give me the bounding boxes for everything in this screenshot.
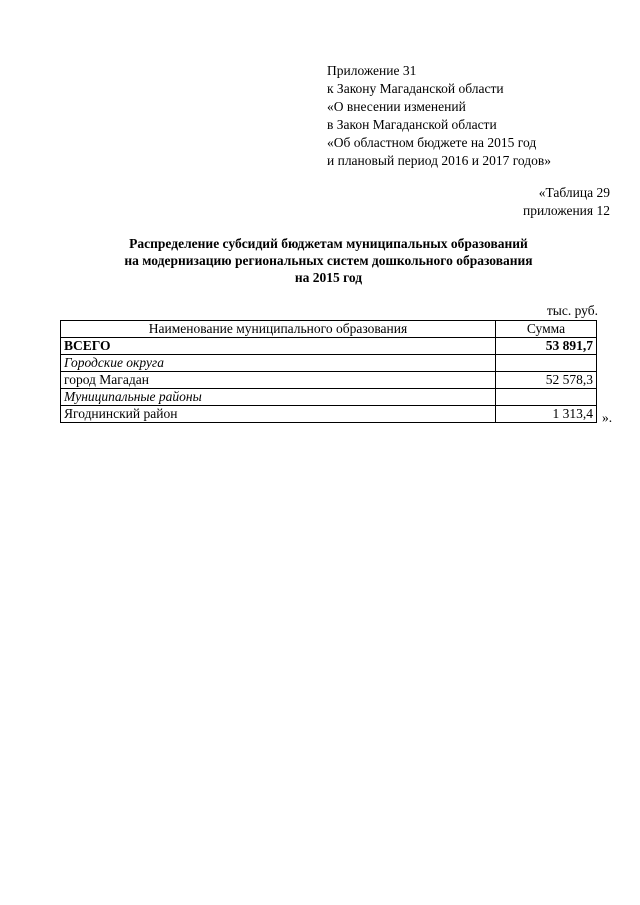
units-label: тыс. руб. xyxy=(546,303,598,318)
table-row xyxy=(61,406,597,423)
column-header-name: Наименование муниципального образования xyxy=(61,321,496,338)
title-line: на 2015 год xyxy=(294,270,363,285)
row-sum xyxy=(496,389,597,406)
table-row-group xyxy=(61,355,597,372)
row-sum xyxy=(496,355,597,372)
subsidy-table xyxy=(60,320,597,423)
appendix-line: Приложение 31 xyxy=(327,63,417,78)
closing-quote: ». xyxy=(602,410,613,425)
title-line: Распределение субсидий бюджетам муниципальных образований xyxy=(129,236,528,251)
table-row-total xyxy=(61,338,597,355)
row-name: город Магадан xyxy=(61,372,496,389)
table-row-group xyxy=(61,389,597,406)
appendix-line: к Закону Магаданской области xyxy=(327,81,504,96)
document-title xyxy=(60,235,597,286)
appendix-line: «О внесении изменений xyxy=(327,99,466,114)
title-line: на модернизацию региональных систем дошкольного образования xyxy=(124,253,533,268)
table-reference-line: приложения 12 xyxy=(522,203,610,218)
row-name: Ягоднинский район xyxy=(61,406,496,423)
table-reference-line: «Таблица 29 xyxy=(538,185,610,200)
row-sum: 1 313,4 xyxy=(496,406,597,423)
row-sum: 52 578,3 xyxy=(496,372,597,389)
appendix-line: в Закон Магаданской области xyxy=(327,117,497,132)
table-header-row xyxy=(61,321,597,338)
table-row xyxy=(61,372,597,389)
row-sum: 53 891,7 xyxy=(496,338,597,355)
table-reference xyxy=(523,184,610,220)
appendix-line: «Об областном бюджете на 2015 год xyxy=(327,135,537,150)
row-name: Городские округа xyxy=(61,355,496,372)
appendix-line: и плановый период 2016 и 2017 годов» xyxy=(327,153,552,168)
row-name: Муниципальные районы xyxy=(61,389,496,406)
row-name: ВСЕГО xyxy=(61,338,496,355)
column-header-sum: Сумма xyxy=(496,321,597,338)
appendix-header xyxy=(327,62,551,170)
